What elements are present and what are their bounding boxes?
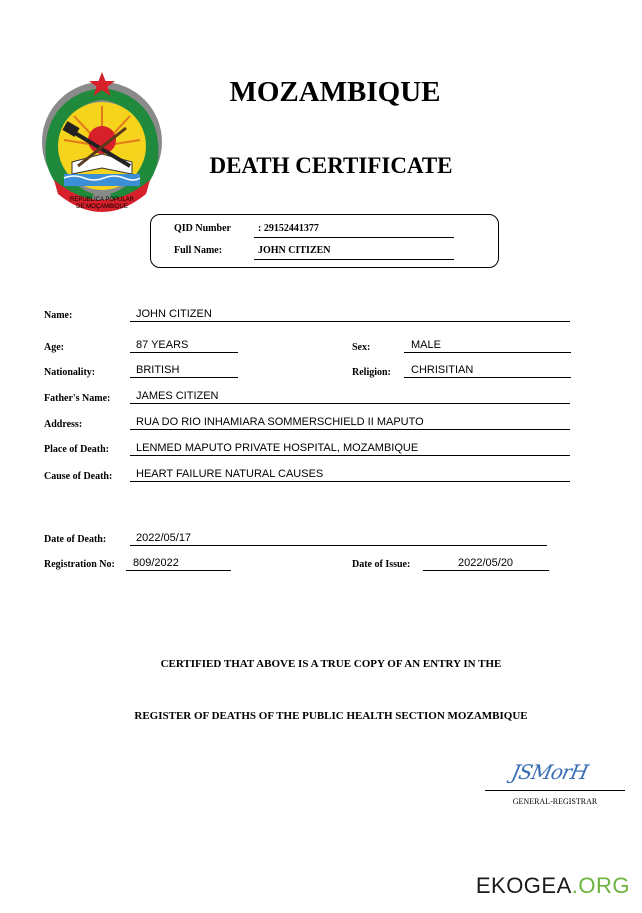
watermark-main: EKOGEA	[475, 873, 572, 898]
issue-field	[423, 556, 549, 571]
place-label: Place of Death:	[44, 444, 109, 455]
name-value: JOHN CITIZEN	[136, 308, 212, 320]
watermark-suffix: .ORG	[571, 873, 630, 898]
sex-label: Sex:	[352, 342, 371, 353]
religion-value: CHRISITIAN	[411, 364, 474, 376]
registration-field	[126, 556, 231, 571]
signature-scribble: JSMorH	[509, 760, 590, 784]
full-name-value: JOHN CITIZEN	[258, 245, 331, 256]
qid-number-value: : 29152441377	[258, 223, 319, 234]
qid-number-label: QID Number	[174, 223, 231, 234]
age-value: 87 YEARS	[136, 339, 189, 351]
place-field	[130, 441, 570, 456]
name-label: Name:	[44, 310, 73, 321]
signature-line	[485, 790, 625, 791]
date-death-label: Date of Death:	[44, 534, 107, 545]
registration-value: 809/2022	[133, 557, 179, 569]
date-death-field	[130, 531, 547, 546]
cause-value: HEART FAILURE NATURAL CAUSES	[136, 468, 324, 480]
religion-field	[404, 363, 571, 378]
document-subtitle: DEATH CERTIFICATE	[209, 153, 453, 178]
registration-label: Registration No:	[44, 559, 115, 570]
address-value: RUA DO RIO INHAMIARA SOMMERSCHIELD II MAPUTO	[136, 416, 424, 428]
svg-text:DE MOÇAMBIQUE: DE MOÇAMBIQUE	[76, 204, 128, 210]
document-title: MOZAMBIQUE	[229, 76, 441, 108]
certification-line-2: REGISTER OF DEATHS OF THE PUBLIC HEALTH SECTION MOZAMBIQUE	[134, 710, 528, 722]
registrar-title: GENERAL-REGISTRAR	[512, 797, 598, 806]
full-name-label: Full Name:	[174, 245, 223, 256]
name-field	[130, 307, 570, 322]
issue-label: Date of Issue:	[352, 559, 411, 570]
certification-line-1: CERTIFIED THAT ABOVE IS A TRUE COPY OF AN ENTRY IN THE	[160, 658, 502, 670]
place-value: LENMED MAPUTO PRIVATE HOSPITAL, MOZAMBIQUE	[136, 442, 419, 454]
date-death-value: 2022/05/17	[136, 532, 192, 544]
address-field	[130, 415, 570, 430]
age-label: Age:	[44, 342, 64, 353]
cause-label: Cause of Death:	[44, 471, 113, 482]
nationality-value: BRITISH	[136, 364, 180, 376]
nationality-field	[130, 363, 238, 378]
cause-field	[130, 467, 570, 482]
sex-value: MALE	[411, 339, 441, 351]
father-value: JAMES CITIZEN	[136, 390, 219, 402]
sex-field	[404, 338, 571, 353]
issue-value: 2022/05/20	[458, 557, 514, 569]
age-field	[130, 338, 238, 353]
address-label: Address:	[44, 419, 83, 430]
father-label: Father's Name:	[44, 393, 111, 404]
watermark	[476, 873, 630, 899]
father-field	[130, 389, 570, 404]
religion-label: Religion:	[352, 367, 391, 378]
emblem-banner-text: REPÚBLICA POPULAR	[69, 197, 135, 203]
nationality-label: Nationality:	[44, 367, 96, 378]
